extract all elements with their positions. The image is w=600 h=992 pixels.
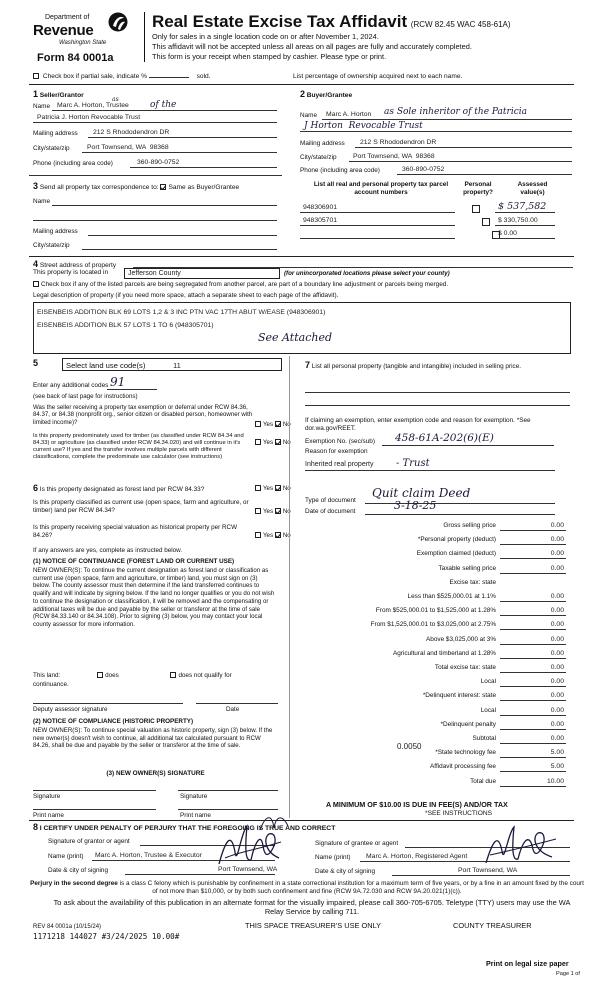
deputy-date-label: Date: [226, 706, 240, 713]
county-select[interactable]: [124, 268, 280, 279]
street-label: Street address of property: [39, 262, 117, 269]
additional-codes-value[interactable]: 91: [110, 375, 126, 389]
county-note: (for unincorporated locations please select your county): [284, 270, 450, 277]
forest-q2-yes-label: Yes: [263, 508, 274, 515]
deputy-signature-field[interactable]: [33, 703, 183, 704]
revenue-wordmark: Revenue: [33, 22, 94, 39]
q2-no-label: No: [282, 439, 291, 446]
same-as-buyer-label: Same as Buyer/Grantee: [168, 184, 240, 191]
parcel-header: List all real and personal property tax parcel account numbers: [313, 181, 449, 196]
legal-description-label: Legal description of property (if you need more space, attach a separate sheet to each page of the affidavit).: [33, 292, 339, 299]
treasurer-space: THIS SPACE TREASURER'S USE ONLY: [245, 921, 382, 930]
exemption-no-value[interactable]: 458-61A-202(6)(E): [395, 432, 494, 444]
parcel-number-field[interactable]: 948306901: [303, 204, 338, 211]
forest-q3-answer: [255, 532, 291, 539]
n3-print-label-2: Print name: [180, 812, 211, 819]
grantee-sig-label: Signature of grantee or agent: [315, 840, 399, 847]
tax-row-label: *Personal property (deduct): [417, 536, 496, 544]
reason-label: Reason for exemption: [305, 448, 368, 455]
tax-row-value[interactable]: 0.00: [550, 564, 564, 572]
certify-text: I CERTIFY UNDER PENALTY OF PERJURY THAT THE FOREGOING IS TRUE AND CORRECT: [39, 825, 336, 832]
this-land-label: This land:: [33, 672, 61, 679]
grantee-date-label: Date & city of signing: [315, 868, 376, 875]
grantee-city-field[interactable]: Port Townsend, WA: [458, 867, 518, 874]
buyer-phone-field[interactable]: 360-890-0752: [402, 166, 445, 173]
corr-city-label: City/state/zip: [33, 242, 70, 249]
q1-no-checkbox[interactable]: [275, 421, 281, 427]
forest-q3-no-label: No: [282, 532, 291, 539]
personal-property-header: Personal property?: [463, 181, 493, 196]
located-label: This property is located in: [33, 269, 109, 276]
partial-sale-label: Check box if partial sale, indicate %: [42, 73, 147, 80]
seller-num: 1: [33, 89, 39, 99]
buyer-name-line2-hand: J Horton Revocable Trust: [304, 121, 423, 131]
forest-q3-yes[interactable]: [255, 532, 261, 538]
legal-line-2: EISENBEIS ADDITION BLK 57 LOTS 1 TO 6 (948305701): [37, 322, 214, 329]
seller-city-field[interactable]: Port Townsend, WA 98368: [87, 144, 169, 151]
local-rate: 0.0050: [397, 742, 422, 751]
continuance-label: continuance.: [33, 681, 69, 688]
doc-date-label: Date of document: [305, 508, 356, 515]
tax-row-value[interactable]: 0.00: [550, 593, 564, 600]
segregated-label: Check box if any of the listed parcels are being segregated from another parcel, are part of a boundary line adjustment or parcels being merged.: [41, 281, 449, 288]
forest-num: 6: [33, 483, 39, 493]
segregated-row: [33, 281, 448, 289]
notice-2-text: NEW OWNER(S): To continue special valuation as historic property, sign (3) below. If the new owner(s) doesn't wish to continue, all additional tax calculated pursuant to RCW 84.26, shall be due and payable by the seller or transferor at the time of sale.: [33, 727, 273, 750]
buyer-name-hand: as Sole inheritor of the Patricia: [384, 107, 527, 117]
header-divider: [144, 12, 145, 62]
washington-state-text: Washington State: [59, 40, 107, 46]
tax-row-value[interactable]: 10.00: [546, 777, 564, 785]
n3-print-field-1[interactable]: [33, 809, 156, 810]
landuse-num: 5: [33, 358, 39, 368]
tax-row-label: Excise tax: state: [449, 578, 496, 586]
county-treasurer: COUNTY TREASURER: [453, 921, 532, 930]
additional-codes-label: Enter any additional codes: [33, 382, 109, 389]
landuse-q2: Is this property predominately used for timber (as classified under RCW 84.34 and 84.33) or agriculture (as classified under RCW 84.34.020) and will continue in it's current use? If yes and the transfer involves multiple parcels with different classifications, complete the predominate use calculator (see instructions): [33, 433, 244, 460]
tax-row-label: *State technology fee: [435, 749, 496, 757]
grantor-initial-scribble: [258, 810, 292, 834]
tax-row-value[interactable]: 0.00: [550, 649, 564, 657]
tax-row-value[interactable]: 0.00: [550, 621, 564, 629]
assessed-value-field[interactable]: $ 0.00: [498, 230, 517, 237]
seller-name-line2[interactable]: Patricia J. Horton Revocable Trust: [37, 114, 141, 121]
corr-name-field[interactable]: [52, 205, 277, 206]
correspondence-heading: [33, 181, 239, 192]
divider-1: [29, 84, 574, 85]
grantee-name-label: Name (print): [315, 854, 351, 861]
exemption-see: *See dor.wa.gov/REET.: [305, 417, 531, 432]
notice-1-text: NEW OWNER(S): To continue the current designation as forest land or classification as current use (open space, farm and agriculture, or timber) land, you must sign on (3) below. The county assessor must then determine if the land transferred continues to qualify and will indicate by signing below. If the land no longer qualifies or you do not wish to continue the designation or classification, it will be removed and the compensating or additional taxes will be due and payable by the seller or transferor at the time of sale (RCW 84.33.140 or 84.34.108). Prior to signing (3) below, you may contact your local county assessor for more information.: [33, 567, 275, 629]
form-title-text: Real Estate Excise Tax Affidavit: [152, 12, 408, 31]
tax-row-value[interactable]: 0.00: [550, 536, 564, 544]
deputy-label: Deputy assessor signature: [33, 706, 108, 713]
personal-property-field-2[interactable]: [305, 405, 570, 406]
tax-row-value[interactable]: 0.00: [550, 550, 564, 558]
partial-sale-row: [33, 73, 211, 81]
tax-row-value[interactable]: 5.00: [550, 749, 564, 757]
tax-row-label: Subtotal: [472, 735, 496, 742]
buyer-name-field[interactable]: Marc A. Horton: [326, 111, 372, 118]
rev-number: REV 84 0001a (10/15/24): [33, 924, 102, 930]
grantor-city-field[interactable]: Port Townsend, WA: [218, 866, 278, 873]
tax-row-value[interactable]: 0.00: [550, 664, 564, 671]
forest-q1-row: [33, 483, 204, 494]
forest-q2-yes[interactable]: [255, 508, 261, 514]
forest-q3-yes-label: Yes: [263, 532, 274, 539]
seller-heading: [33, 89, 84, 100]
exemption-no-label: Exemption No. (sec/sub): [305, 438, 375, 445]
tax-row-label: Taxable selling price: [438, 564, 496, 572]
corr-mailing-field[interactable]: [88, 235, 277, 236]
landuse-select[interactable]: [62, 358, 282, 371]
seller-name-field[interactable]: Marc A. Horton, Trustee: [57, 102, 129, 109]
buyer-heading: [300, 89, 352, 100]
landuse-select-value: 11: [173, 361, 181, 370]
alternate-format-text: To ask about the availability of this publication in an alternate format for the visually impaired, please call 360-705-6705. Teletype (TTY) users may use the WA Relay Service by calling 711.: [53, 898, 571, 916]
segregated-checkbox[interactable]: [33, 281, 39, 287]
grantor-date-label: Date & city of signing: [48, 867, 109, 874]
doc-date-value[interactable]: 3-18-25: [394, 499, 437, 512]
see-back-note: (see back of last page for instructions): [33, 393, 138, 400]
corr-city-field[interactable]: [82, 249, 277, 250]
perjury-bold: Perjury in the second degree: [30, 880, 118, 887]
forest-q1-yes-label: Yes: [263, 485, 274, 492]
legal-size-note: Print on legal size paper: [486, 959, 569, 968]
forest-if-yes: If any answers are yes, complete as instructed below.: [33, 547, 183, 554]
perjury-text: [29, 880, 585, 896]
see-instructions-note: *SEE INSTRUCTIONS: [425, 810, 493, 817]
forest-q3: Is this property receiving special valuation as historical property per RCW 84.26?: [33, 524, 238, 539]
personal-num: 7: [305, 360, 311, 370]
notice-3-title: (3) NEW OWNER(S) SIGNATURE: [106, 770, 205, 777]
buyer-city-label: City/state/zip: [300, 154, 337, 161]
tax-row-label: From $525,000.01 to $1,525,000 at 1.28%: [375, 607, 496, 615]
page-number: Page 1 of: [556, 971, 580, 977]
street-num: 4: [33, 259, 39, 269]
q1-yes-label: Yes: [263, 421, 274, 428]
buyer-name-label: Name: [300, 112, 318, 119]
n3-signature-label-2: Signature: [180, 793, 208, 800]
this-land-row: [33, 672, 232, 680]
divider-2: [29, 256, 574, 257]
assessed-value-header: Assessed value(s): [517, 181, 548, 196]
seller-mailing-label: Mailing address: [33, 130, 78, 137]
form-number: Form 84 0001a: [37, 52, 114, 64]
revenue-swirl-icon: [107, 10, 129, 34]
forest-q1: Is this property designated as forest land per RCW 84.33?: [39, 486, 205, 493]
column-divider: [289, 356, 290, 818]
forest-q2-answer: [255, 508, 291, 515]
tax-row-label: Affidavit processing fee: [430, 763, 496, 771]
personal-property-checkbox[interactable]: [482, 218, 490, 226]
partial-sale-checkbox[interactable]: [33, 73, 39, 79]
form-rcw: (RCW 82.45 WAC 458-61A): [410, 20, 511, 29]
tax-row-label: Total excise tax: state: [434, 664, 496, 671]
tax-row-value[interactable]: 0.00: [550, 635, 564, 643]
tax-row-value[interactable]: 0.00: [550, 706, 564, 714]
minimum-due-note: A MINIMUM OF $10.00 IS DUE IN FEE(S) AND/OR TAX: [326, 800, 508, 809]
perjury-body: is a class C felony which is punishable by confinement in a state correctional institution for a maximum term of five years, or by a fine in an amount fixed by the court of not more than $10,000, or by both such confinement and fine (RCW 9A.72.030 and RCW 9A.20.021(1)(c)).: [119, 880, 584, 895]
reason-hand: - Trust: [396, 458, 430, 469]
legal-see-attached: See Attached: [258, 331, 332, 344]
partial-percent-field[interactable]: [149, 77, 189, 78]
reason-typed[interactable]: Inherited real property: [305, 461, 374, 468]
seller-mailing-field[interactable]: 212 S Rhododendron DR: [93, 129, 170, 136]
forest-q2: Is this property classified as current use (open space, farm and agriculture, or timber) land per RCW 84.34?: [33, 499, 249, 514]
partial-sold-label: sold.: [196, 73, 211, 80]
grantor-name-field[interactable]: Marc A. Horton, Trustee & Executor: [95, 852, 202, 859]
correspondence-label: Send all property tax correspondence to:: [39, 184, 159, 191]
does-not-label: does not qualify for: [178, 672, 232, 679]
tax-row-label: Less than $525,000.01 at 1.1%: [407, 593, 496, 600]
tax-row-value[interactable]: 5.00: [550, 763, 564, 771]
seller-name-label: Name: [33, 103, 51, 110]
q2-yes-checkbox[interactable]: [255, 439, 261, 445]
header-note-1: Only for sales in a single location code on or after November 1, 2024.: [152, 32, 379, 41]
forest-q3-no[interactable]: [275, 532, 281, 538]
n3-signature-field-1[interactable]: [33, 790, 156, 791]
doc-type-label: Type of document: [305, 497, 356, 504]
dept-of-text: Department of: [45, 14, 90, 21]
tax-row-value[interactable]: 0.00: [550, 607, 564, 615]
tax-row-label: Local: [480, 706, 496, 714]
n3-signature-label-1: Signature: [33, 793, 61, 800]
certify-num: 8: [33, 822, 39, 832]
buyer-title: Buyer/Grantee: [306, 92, 353, 99]
tax-row-value[interactable]: 0.00: [550, 720, 564, 728]
seller-phone-label: Phone (including area code): [33, 160, 113, 167]
forest-q1-no[interactable]: [275, 485, 281, 491]
forest-q1-answer: [255, 485, 291, 492]
does-checkbox[interactable]: [97, 672, 103, 678]
correspondence-num: 3: [33, 181, 39, 191]
header-note-3: [152, 53, 386, 62]
tax-row-label: Local: [480, 678, 496, 686]
exemption-claim-label: If claiming an exemption, enter exemption code and reason for exemption.: [305, 417, 515, 424]
corr-name-label: Name: [33, 198, 51, 205]
does-not-checkbox[interactable]: [170, 672, 176, 678]
forest-q1-no-label: No: [282, 485, 291, 492]
seller-city-label: City/state/zip: [33, 145, 70, 152]
buyer-city-field[interactable]: Port Townsend, WA 98368: [353, 153, 435, 160]
county-select-value: Jefferson County: [128, 270, 181, 277]
seller-name-hand-sup: as: [112, 96, 119, 103]
q2-yes-label: Yes: [263, 439, 274, 446]
landuse-q2-answer: [255, 439, 291, 446]
grantor-sig-label: Signature of grantor or agent: [48, 838, 130, 845]
buyer-phone-label: Phone (including area code): [300, 167, 380, 174]
notice-2-title: (2) NOTICE OF COMPLIANCE (HISTORIC PROPERTY): [33, 718, 194, 725]
grantor-name-label: Name (print): [48, 853, 84, 860]
tax-row-label: From $1,525,000.01 to $3,025,000 at 2.75%: [370, 621, 496, 629]
legal-line-1: EISENBEIS ADDITION BLK 69 LOTS 1,2 & 3 INC PTN VAC 17TH ABUT W/EASE (948306901): [37, 309, 326, 316]
seller-name-hand: of the: [150, 100, 177, 110]
corr-mailing-label: Mailing address: [33, 228, 78, 235]
tax-row-value[interactable]: 0.00: [550, 692, 564, 700]
header-note-3-text: This form is your receipt when stamped by cashier. Please type or print.: [152, 52, 387, 61]
tax-row-label: Agricultural and timberland at 1.28%: [392, 649, 496, 657]
buyer-mailing-field[interactable]: 212 S Rhododendron DR: [360, 139, 437, 146]
tax-row-value[interactable]: 0.00: [550, 678, 564, 686]
tax-row-label: *Delinquent penalty: [440, 720, 496, 728]
q1-no-label: No: [282, 421, 291, 428]
n3-signature-field-2[interactable]: [178, 790, 278, 791]
assessed-value-field[interactable]: $ 537,582: [498, 201, 547, 212]
treasurer-stamp: 1171218 144027 #3/24/2025 10.00#: [33, 932, 180, 941]
header-note-2: This affidavit will not be accepted unless all areas on all pages are fully and accurately completed.: [152, 42, 472, 51]
form-title: [152, 12, 511, 32]
q2-no-checkbox[interactable]: [275, 439, 281, 445]
legal-description-box[interactable]: [33, 302, 571, 354]
buyer-num: 2: [300, 89, 306, 99]
tax-row-label: Exemption claimed (deduct): [416, 550, 496, 558]
assessed-value-field[interactable]: $ 330,750.00: [498, 217, 538, 224]
seller-phone-field[interactable]: 360-890-0752: [137, 159, 180, 166]
personal-property-checkbox[interactable]: [472, 205, 480, 213]
forest-q1-yes[interactable]: [255, 485, 261, 491]
tax-row-value[interactable]: 0.00: [550, 522, 564, 529]
dor-logo: [33, 10, 133, 66]
notice-1-title: (1) NOTICE OF CONTINUANCE (FOREST LAND OR CURRENT USE): [33, 558, 235, 565]
landuse-select-label: Select land use code(s): [66, 361, 146, 370]
forest-q2-no[interactable]: [275, 508, 281, 514]
doc-type-value[interactable]: Quit claim Deed: [372, 486, 471, 500]
deputy-date-field[interactable]: [196, 703, 278, 704]
landuse-q1: Was the seller receiving a property tax exemption or deferral under RCW 84.36, 84.37, or 84.38 (nonprofit org., senior citizen or disabled person, homeowner with limited income)?: [33, 404, 253, 426]
does-label: does: [105, 672, 119, 679]
personal-label: List all personal property (tangible and intangible) included in selling price.: [311, 363, 522, 370]
ownership-note: List percentage of ownership acquired next to each name.: [293, 73, 463, 80]
grantee-name-field[interactable]: Marc A. Horton, Registered Agent: [366, 853, 468, 860]
tax-row-label: Above $3,025,000 at 3%: [426, 635, 496, 643]
q1-yes-checkbox[interactable]: [255, 421, 261, 427]
personal-heading: [305, 360, 570, 371]
personal-property-field-1[interactable]: [305, 392, 570, 393]
parcel-number-field[interactable]: 948305701: [303, 217, 338, 224]
seller-title: Seller/Grantor: [39, 92, 84, 99]
landuse-q1-answer: [255, 421, 291, 428]
tax-row-label: Gross selling price: [443, 522, 496, 529]
forest-q2-no-label: No: [282, 508, 291, 515]
tax-row-label: *Delinquent interest: state: [422, 692, 496, 700]
tax-row-value[interactable]: 0.00: [550, 735, 564, 742]
n3-print-label-1: Print name: [33, 812, 64, 819]
tax-row-label: Total due: [470, 777, 496, 785]
exemption-claim: [305, 417, 545, 432]
grantee-signature: [482, 815, 560, 871]
same-as-buyer-checkbox[interactable]: [160, 184, 166, 190]
buyer-mailing-label: Mailing address: [300, 140, 345, 147]
